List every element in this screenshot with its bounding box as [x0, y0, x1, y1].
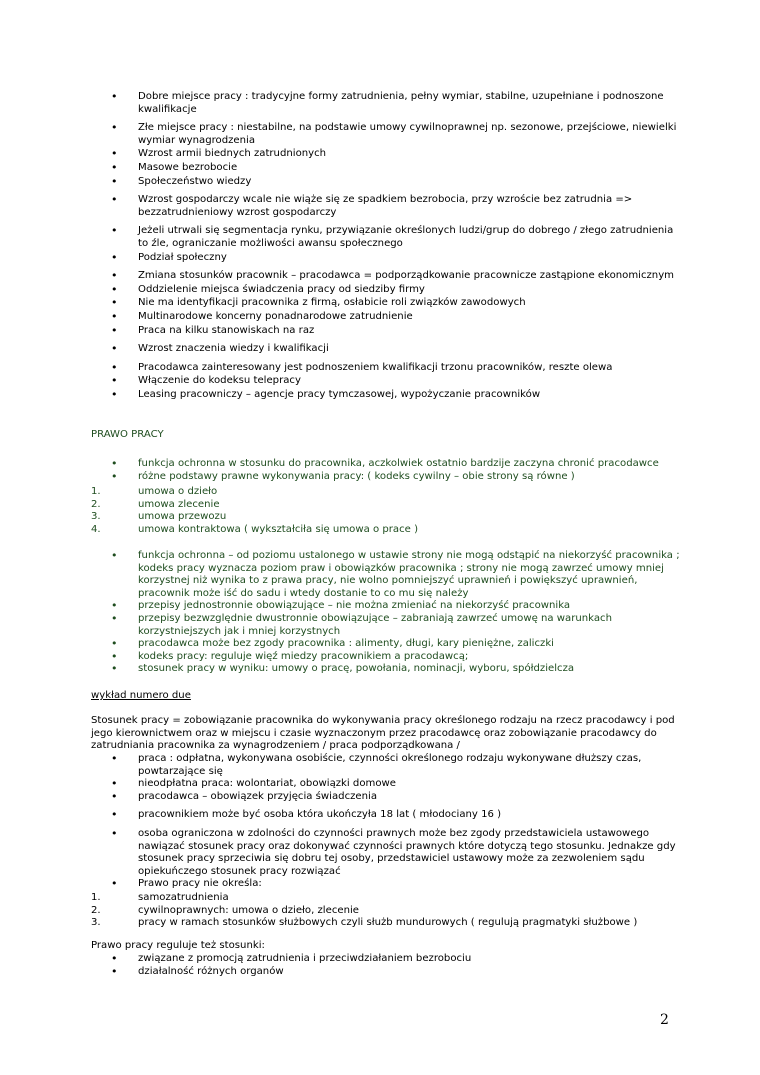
list-item: • pracodawca – obowiązek przyjęcia świadczenia	[91, 791, 681, 804]
list-item: • stosunek pracy w wyniku: umowy o pracę, powołania, nominacji, wyboru, spółdzielcza	[91, 663, 681, 676]
numbered-item	[91, 917, 681, 930]
employment-relation-definition: Stosunek pracy = zobowiązanie pracownika do wykonywania pracy określonego rodzaju na rzecz pracodawcy i pod jego kierownictwem oraz w miejscu i czasie wyznaczonym przez pracodawcę oraz zobowiązanie pracodawcy do zatrudniania pracownika za wynagrodzeniem / praca podporządkowana /	[91, 715, 675, 752]
list-item: • Leasing pracowniczy – agencje pracy tymczasowej, wypożyczanie pracowników	[91, 389, 681, 402]
item-number: 1.	[91, 486, 101, 497]
list-item: • różne podstawy prawne wykonywania pracy: ( kodeks cywilny – obie strony są równe )	[91, 471, 681, 484]
numbered-item	[91, 892, 681, 905]
item-text: umowa o dzieło	[138, 486, 218, 497]
item-text: pracy w ramach stosunków służbowych czyli służb mundurowych ( regulują pragmatyki służbowe )	[138, 917, 638, 929]
list-item: • pracownikiem może być osoba która ukończyła 18 lat ( młodociany 16 )	[91, 809, 681, 822]
list-item: • kodeks pracy: reguluje więź miedzy pracownikiem a pracodawcą;	[91, 651, 681, 664]
item-text: cywilnoprawnych: umowa o dzieło, zlecenie	[138, 904, 359, 916]
list-item: • Dobre miejsce pracy : tradycyjne formy zatrudnienia, pełny wymiar, stabilne, uzupełniane i podnoszone kwalifikacje	[91, 91, 681, 116]
item-text: samozatrudnienia	[138, 892, 229, 903]
not-regulated-numbered-list	[91, 892, 681, 930]
item-number: 3.	[91, 917, 101, 929]
list-item: • Zmiana stosunków pracownik – pracodawca = podporządkowanie pracownicze zastąpione ekonomicznym	[91, 270, 681, 283]
list-item: • Multinarodowe koncerny ponadnarodowe zatrudnienie	[91, 311, 681, 324]
item-text: umowa zlecenie	[138, 498, 220, 510]
list-item: • Jeżeli utrwali się segmentacja rynku, przywiązanie określonych ludzi/grup do dobrego / złego zatrudnienia to źle, ograniczanie możliwości awansu społecznego	[91, 225, 681, 250]
trends-bullet-list	[91, 91, 681, 402]
list-item: • Wzrost gospodarczy wcale nie wiąże się ze spadkiem bezrobocia, przy wzroście bez zatrudnia => bezzatrudnieniowy wzrost gospodarczy	[91, 194, 681, 219]
list-item: • przepisy bezwzględnie dwustronnie obowiązujące – zabraniają zawrzeć umowę na warunkach korzystniejszych jak i mniej korzystnych	[91, 613, 681, 638]
list-item: • przepisy jednostronnie obowiązujące – nie można zmieniać na niekorzyść pracownika	[91, 600, 681, 613]
list-item: • Społeczeństwo wiedzy	[91, 176, 681, 189]
section-heading-prawo-pracy: PRAWO PRACY	[91, 429, 164, 440]
numbered-item	[91, 905, 681, 918]
list-item: • związane z promocją zatrudnienia i przeciwdziałaniem bezrobociu	[91, 953, 681, 966]
also-regulates-paragraph: Prawo pracy reguluje też stosunki:	[91, 940, 265, 951]
lecture-heading: wykład numero due	[91, 690, 191, 701]
item-number: 1.	[91, 892, 101, 903]
list-item: • Podział społeczny	[91, 252, 681, 265]
item-number: 3.	[91, 511, 101, 523]
list-item: • nieodpłatna praca: wolontariat, obowiązki domowe	[91, 778, 681, 791]
list-item: • Złe miejsce pracy : niestabilne, na podstawie umowy cywilnoprawnej np. sezonowe, przejściowe, niewielki wymiar wynagrodzenia	[91, 122, 681, 147]
list-item: • Wzrost znaczenia wiedzy i kwalifikacji	[91, 343, 681, 356]
page-number: 2	[660, 1012, 669, 1028]
item-text: umowa kontraktowa ( wykształciła się umowa o prace )	[138, 523, 419, 535]
list-item: • Oddzielenie miejsca świadczenia pracy od siedziby firmy	[91, 284, 681, 297]
list-item: • działalność różnych organów	[91, 966, 681, 979]
numbered-item	[91, 486, 681, 499]
list-item: • funkcja ochronna w stosunku do pracownika, aczkolwiek ostatnio bardzije zaczyna chronić pracodawce	[91, 458, 681, 471]
list-item: • praca : odpłatna, wykonywana osobiście, czynności określonego rodzaju wykonywane dłuższy czas, powtarzające się	[91, 753, 681, 778]
numbered-item	[91, 524, 681, 537]
list-item: • funkcja ochronna – od poziomu ustalonego w ustawie strony nie mogą odstąpić na niekorzyść pracownika ; kodeks pracy wyznacza poziom praw i obowiązków pracownika ; strony nie mogą zawrzeć umowy mniej korzystnej niż wynika to z prawa pracy, nie wolno pomniejszyć uprawnień i powiększyć uprawnień, pracownik może iść do sadu i wtedy dostanie to co mu się należy	[91, 550, 681, 600]
item-number: 2.	[91, 498, 101, 510]
list-item: • osoba ograniczona w zdolności do czynności prawnych może bez zgody przedstawiciela ustawowego nawiązać stosunek pracy oraz dokonywać czynności prawnych które dotyczą tego stosunku. Jednakze gdy stosunek pracy sprzeciwia się dobru tej osoby, przedstawiciel ustawowy może za zezwoleniem sądu opiekuńczego stosunek pracy rozwiązać	[91, 828, 681, 878]
item-text: umowa przewozu	[138, 511, 227, 523]
numbered-item	[91, 511, 681, 524]
also-regulates-bullet-list	[91, 953, 681, 978]
numbered-item	[91, 499, 681, 512]
list-item: • Pracodawca zainteresowany jest podnoszeniem kwalifikacji trzonu pracowników, reszte olewa	[91, 362, 681, 375]
list-item: • Wzrost armii biednych zatrudnionych	[91, 148, 681, 161]
list-item: • Włączenie do kodeksu telepracy	[91, 375, 681, 388]
list-item: • pracodawca może bez zgody pracownika : alimenty, długi, kary pieniężne, zaliczki	[91, 638, 681, 651]
item-number: 4.	[91, 523, 101, 535]
item-number: 2.	[91, 904, 101, 916]
protective-function-bullet-list	[91, 550, 681, 676]
list-item: • Prawo pracy nie określa:	[91, 878, 681, 891]
prawo-pracy-bullet-list	[91, 458, 681, 483]
list-item: • Nie ma identyfikacji pracownika z firmą, osłabicie roli związków zawodowych	[91, 297, 681, 310]
employment-bullet-list	[91, 753, 681, 891]
contract-types-numbered-list	[91, 486, 681, 536]
list-item: • Praca na kilku stanowiskach na raz	[91, 325, 681, 338]
list-item: • Masowe bezrobocie	[91, 162, 681, 175]
